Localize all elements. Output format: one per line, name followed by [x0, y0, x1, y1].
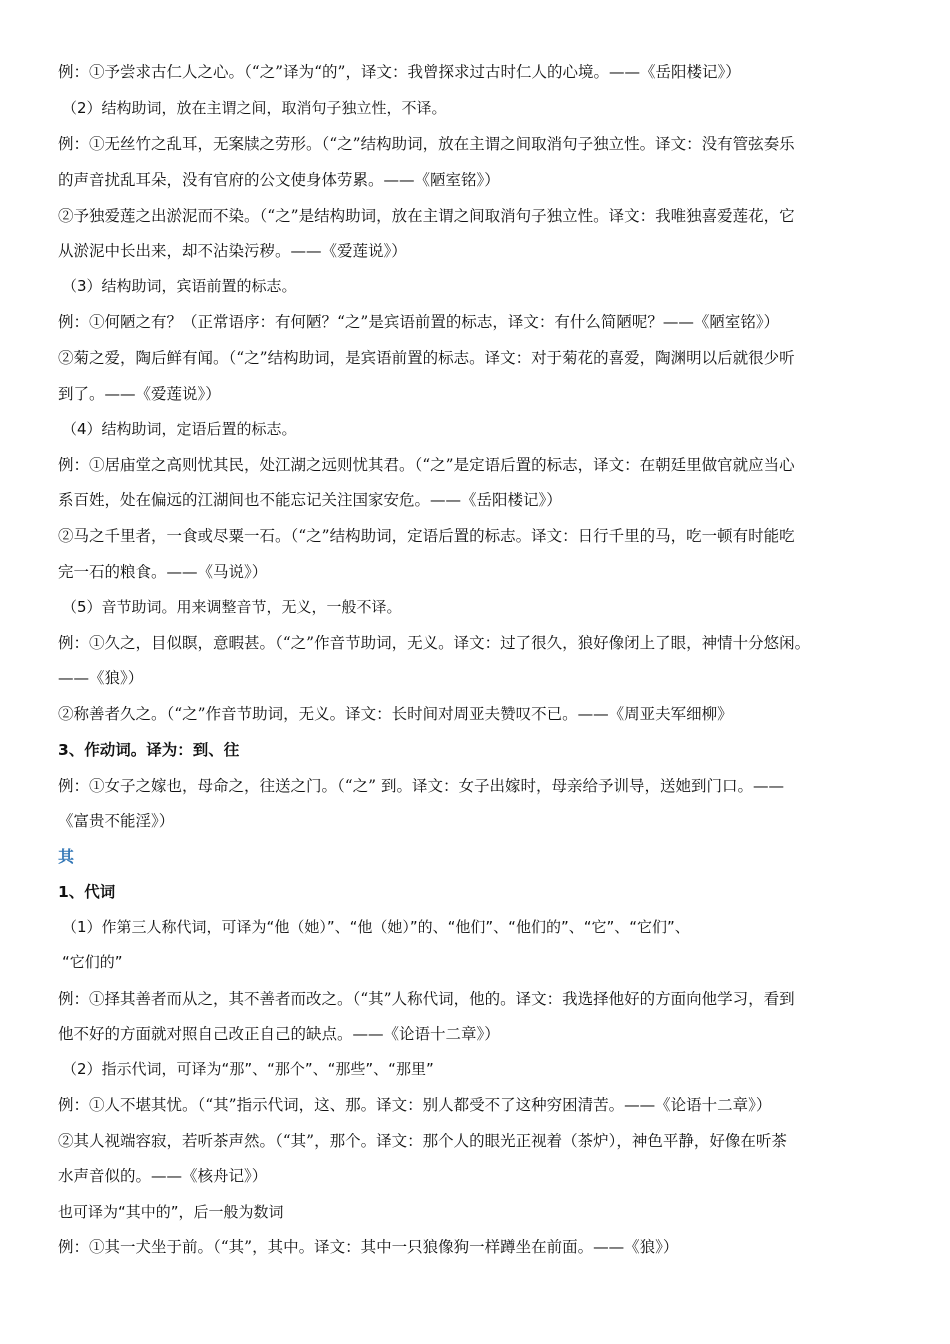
example-line: 《富贵不能淫》）: [58, 812, 175, 830]
example-line: 到了。——《爱莲说》）: [58, 385, 221, 403]
example-line: 例：①何陋之有？（正常语序：有何陋？“之”是宾语前置的标志，译文：有什么简陋呢？——《陋室铭》）: [58, 313, 780, 331]
example-line: ②称善者久之。（“之”作音节助词，无义。译文：长时间对周亚夫赞叹不已。——《周亚夫军细柳》: [58, 705, 733, 723]
example-line: ②马之千里者，一食或尽粟一石。（“之”结构助词，定语后置的标志。译文：日行千里的马，吃一顿有时能吃: [58, 527, 795, 545]
subheading: （3）结构助词，宾语前置的标志。: [62, 277, 297, 295]
example-line: ②其人视端容寂，若听茶声然。（“其”，那个。译文：那个人的眼光正视着（茶炉），神色平静，好像在听茶: [58, 1132, 787, 1150]
example-line: 例：①女子之嫁也，母命之，往送之门。（“之” 到。译文：女子出嫁时，母亲给予训导，送她到门口。——: [58, 777, 785, 795]
example-line: 例：①人不堪其忧。（“其”指示代词，这、那。译文：别人都受不了这种穷困清苦。——《论语十二章》）: [58, 1096, 772, 1114]
example-line: ②菊之爱，陶后鲜有闻。（“之”结构助词，是宾语前置的标志。译文：对于菊花的喜爱，陶渊明以后就很少听: [58, 349, 795, 367]
example-line: 例：①予尝求古仁人之心。（“之”译为“的”，译文：我曾探求过古时仁人的心境。——《岳阳楼记》）: [58, 63, 741, 81]
section-heading: 3、作动词。译为：到、往: [58, 741, 240, 759]
example-line: 例：①无丝竹之乱耳，无案牍之劳形。（“之”结构助词，放在主谓之间取消句子独立性。译文：没有管弦奏乐: [58, 135, 795, 153]
subheading: “它们的”: [62, 953, 123, 971]
example-line: 例：①择其善者而从之，其不善者而改之。（“其”人称代词，他的。译文：我选择他好的方面向他学习，看到: [58, 990, 795, 1008]
example-line: 例：①其一犬坐于前。（“其”，其中。译文：其中一只狼像狗一样蹲坐在前面。——《狼》）: [58, 1238, 679, 1256]
subheading: （1）作第三人称代词，可译为“他（她）”、“他（她）”的、“他们”、“他们的”、“它”、“它们”、: [62, 918, 690, 936]
example-line: ②予独爱莲之出淤泥而不染。（“之”是结构助词，放在主谓之间取消句子独立性。译文：我唯独喜爱莲花，它: [58, 207, 795, 225]
subheading: （2）结构助词，放在主谓之间，取消句子独立性，不译。: [62, 99, 447, 117]
example-line: 从淤泥中长出来，却不沾染污秽。——《爱莲说》）: [58, 242, 407, 260]
example-line: 例：①久之，目似瞑，意暇甚。（“之”作音节助词，无义。译文：过了很久，狼好像闭上了眼，神情十分悠闲。: [58, 634, 811, 652]
example-line: 例：①居庙堂之高则忧其民，处江湖之远则忧其君。（“之”是定语后置的标志，译文：在朝廷里做官就应当心: [58, 456, 795, 474]
example-line: ——《狼》）: [58, 669, 144, 687]
example-line: 他不好的方面就对照自己改正自己的缺点。——《论语十二章》）: [58, 1025, 500, 1043]
example-line: 系百姓，处在偏远的江湖间也不能忘记关注国家安危。——《岳阳楼记》）: [58, 491, 562, 509]
subheading: 也可译为“其中的”，后一般为数词: [58, 1203, 284, 1221]
example-line: 完一石的粮食。——《马说》）: [58, 563, 268, 581]
subheading: （2）指示代词，可译为“那”、“那个”、“那些”、“那里”: [62, 1060, 434, 1078]
subheading: （4）结构助词，定语后置的标志。: [62, 420, 297, 438]
character-heading: 其: [58, 847, 75, 866]
section-heading: 1、代词: [58, 883, 116, 901]
subheading: （5）音节助词。用来调整音节，无义，一般不译。: [62, 598, 402, 616]
example-line: 的声音扰乱耳朵，没有官府的公文使身体劳累。——《陋室铭》）: [58, 171, 500, 189]
example-line: 水声音似的。——《核舟记》）: [58, 1167, 268, 1185]
